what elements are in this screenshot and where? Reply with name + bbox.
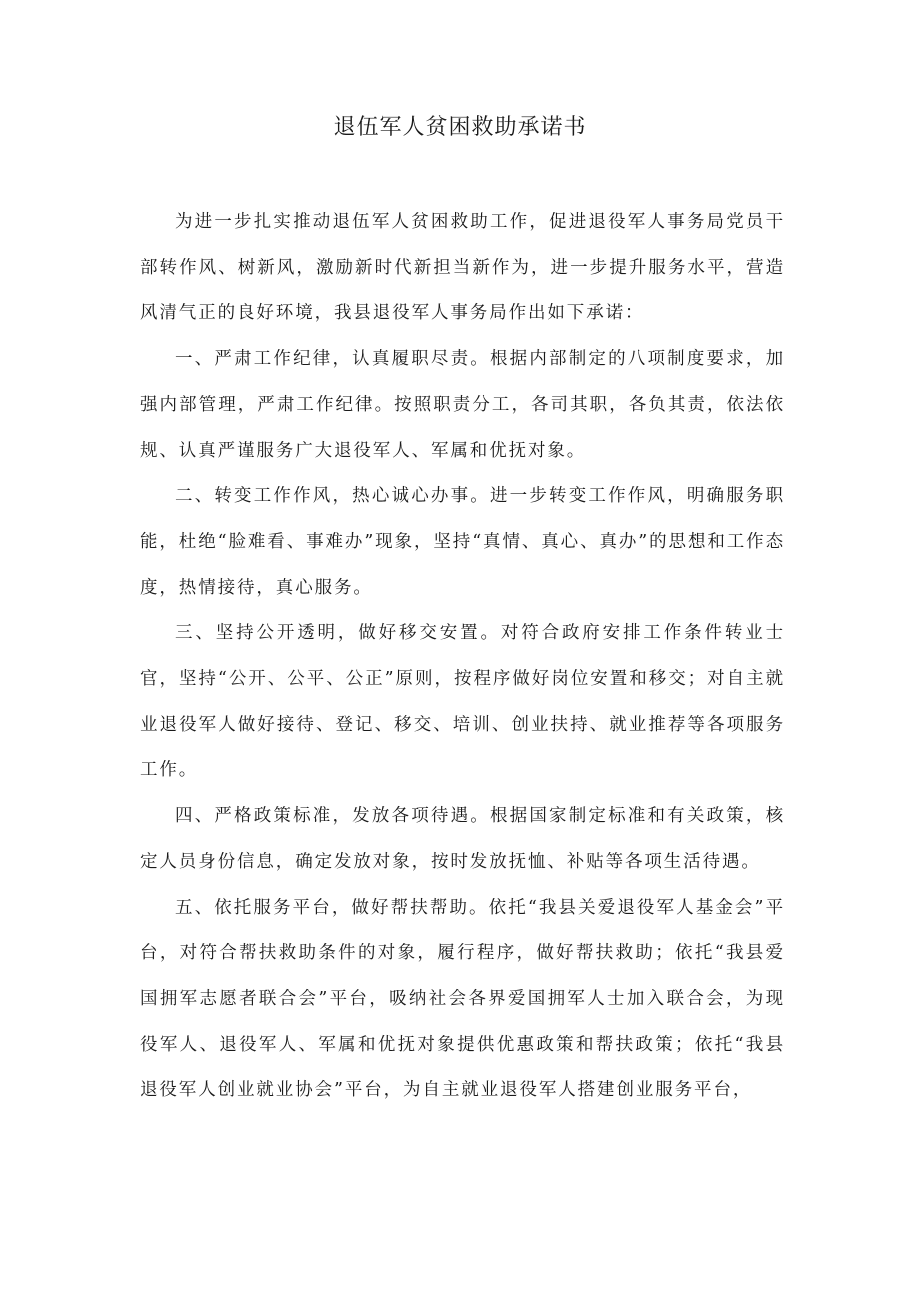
- commitment-paragraph-5: 五、依托服务平台，做好帮扶帮助。依托“我县关爱退役军人基金会”平台，对符合帮扶救助条件的对象，履行程序，做好帮扶救助；依托“我县爱国拥军志愿者联合会”平台，吸纳社会各界爱国拥军人士加入联合会，为现役军人、退役军人、军属和优抚对象提供优惠政策和帮扶政策；依托“我县退役军人创业就业协会”平台，为自主就业退役军人搭建创业服务平台，: [140, 897, 785, 1101]
- document-body: [140, 200, 785, 1114]
- commitment-paragraph-2: 二、转变工作作风，热心诚心办事。进一步转变工作作风，明确服务职能，杜绝“脸难看、事难办”现象，坚持“真情、真心、真办”的思想和工作态度，热情接待，真心服务。: [140, 486, 785, 598]
- document-title: 退伍军人贫困救助承诺书: [333, 115, 587, 140]
- commitment-paragraph-1: 一、严肃工作纪律，认真履职尽责。根据内部制定的八项制度要求，加强内部管理，严肃工作纪律。按照职责分工，各司其职，各负其责，依法依规、认真严谨服务广大退役军人、军属和优抚对象。: [140, 349, 785, 461]
- intro-paragraph: 为进一步扎实推动退伍军人贫困救助工作，促进退役军人事务局党员干部转作风、树新风，激励新时代新担当新作为，进一步提升服务水平，营造风清气正的良好环境，我县退役军人事务局作出如下承诺：: [140, 212, 785, 324]
- commitment-paragraph-4: 四、严格政策标准，发放各项待遇。根据国家制定标准和有关政策，核定人员身份信息，确定发放对象，按时发放抚恤、补贴等各项生活待遇。: [140, 806, 785, 872]
- commitment-paragraph-3: 三、坚持公开透明，做好移交安置。对符合政府安排工作条件转业士官，坚持“公开、公平、公正”原则，按程序做好岗位安置和移交；对自主就业退役军人做好接待、登记、移交、培训、创业扶持、就业推荐等各项服务工作。: [140, 623, 785, 781]
